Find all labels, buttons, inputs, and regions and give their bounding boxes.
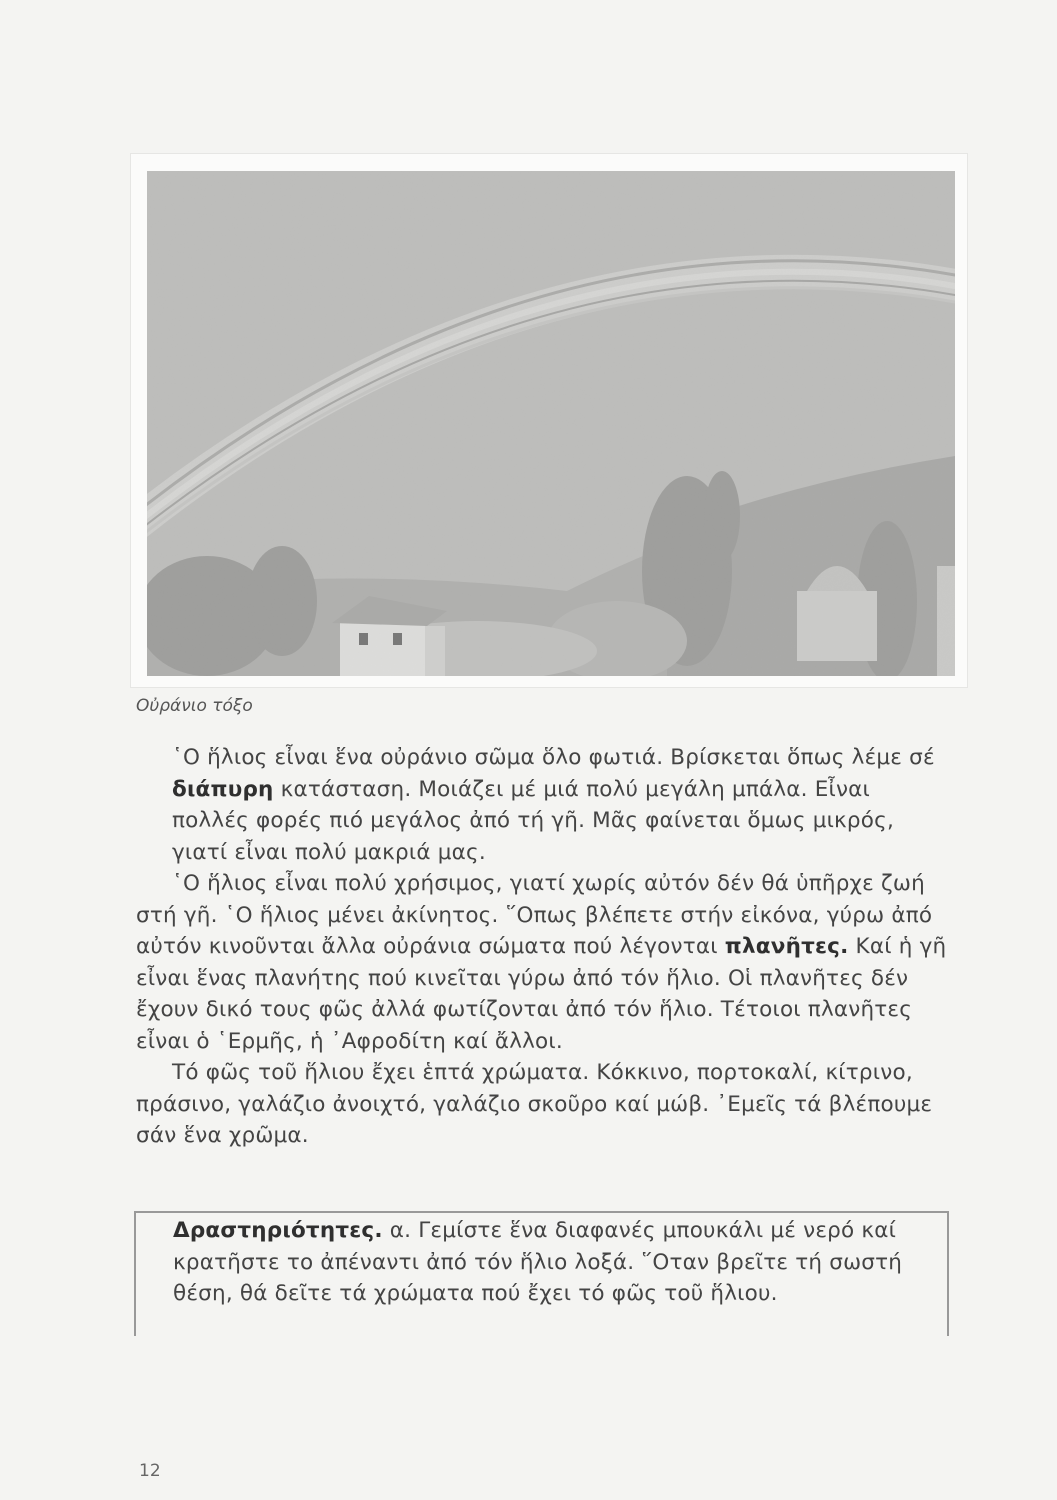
paragraph-3: Τό φῶς τοῦ ἥλιου ἔχει ἑπτά χρώματα. Κόκκινο, πορτοκαλί, κίτρινο, πράσινο, γαλάζιο ἀνοιχτό, γαλάζιο σκοῦρο καί μώβ. ᾿Εμεῖς τά βλέπουμε σάν ἕνα χρῶμα. bbox=[136, 1060, 933, 1148]
body-text bbox=[136, 742, 951, 1152]
paragraph-2: ῾Ο ἥλιος εἶναι πολύ χρήσιμος, γιατί χωρίς αὐτόν δέν θά ὑπῆρχε ζωή στή γῆ. ῾Ο ἥλιος μένει ἀκίνητος. ῞Οπως βλέπετε στήν εἰκόνα, γύρω ἀπό αὐτόν κινοῦνται ἄλλα οὐράνια σώματα πού λέγονται πλανῆτες. Καί ἡ γῆ εἶναι ἕνας πλανήτης πού κινεῖται γύρω ἀπό τόν ἥλιο. Οἱ πλανῆτες δέν ἔχουν δικό τους φῶς ἀλλά φωτίζονται ἀπό τόν ἥλιο. Τέτοιοι πλανῆτες εἶναι ὁ ῾Ερμῆς, ἡ ᾿Αφροδίτη καί ἄλλοι. bbox=[136, 871, 947, 1054]
bold-term-planites: πλανῆτες. bbox=[724, 934, 849, 959]
figure-frame bbox=[130, 153, 968, 688]
page-number: 12 bbox=[139, 1461, 161, 1481]
rainbow-painting bbox=[147, 171, 955, 676]
figure-caption: Οὐράνιο τόξο bbox=[136, 696, 253, 716]
bold-term-diapyri: διάπυρη bbox=[172, 776, 274, 802]
paragraph-1: ῾Ο ἥλιος εἶναι ἕνα οὐράνιο σῶμα ὅλο φωτιά. Βρίσκεται ὅπως λέμε σέ διάπυρη κατάσταση. Μοιάζει μέ μιά πολύ μεγάλη μπάλα. Εἶναι πολλές φορές πιό μεγάλος ἀπό τή γῆ. Μᾶς φαίνεται ὅμως μικρός, γιατί εἶναι πολύ μακριά μας. bbox=[172, 745, 935, 865]
activity-box bbox=[134, 1211, 949, 1336]
activity-text: α. Γεμίστε ἕνα διαφανές μπουκάλι μέ νερό καί κρατῆστε το ἀπέναντι ἀπό τόν ἥλιο λοξά. ῞Οταν βρεῖτε τή σωστή θέση, θά δεῖτε τά χρώματα πού ἔχει τό φῶς τοῦ ἥλιου. bbox=[173, 1218, 903, 1306]
activity-label: Δραστηριότητες. bbox=[173, 1218, 383, 1243]
